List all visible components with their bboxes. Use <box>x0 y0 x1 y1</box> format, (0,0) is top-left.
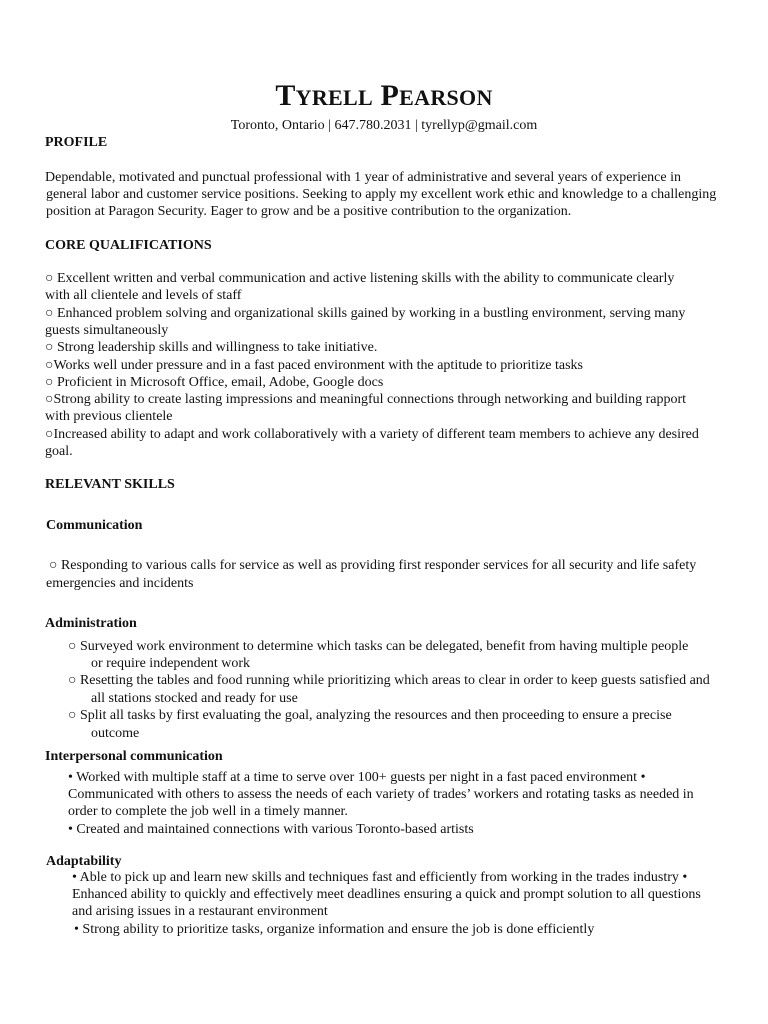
adaptability-line: Enhanced ability to quickly and effectively meet deadlines ensuring a quick and prompt solution to all questions <box>72 887 701 902</box>
interpersonal-line: Communicated with others to assess the needs of each variety of trades’ workers and rotating tasks as needed in <box>68 787 694 802</box>
name-first-initial: T <box>275 79 296 112</box>
communication-line: ○ Responding to various calls for service as well as providing first responder services for all security and life safety <box>49 558 697 573</box>
core-qualification-line: with all clientele and levels of staff <box>45 288 242 303</box>
interpersonal-subheading: Interpersonal communication <box>45 749 223 764</box>
communication-line: emergencies and incidents <box>46 576 194 591</box>
communication-subheading: Communication <box>46 518 143 533</box>
interpersonal-line: • Worked with multiple staff at a time to serve over 100+ guests per night in a fast paced environment • <box>68 770 646 785</box>
administration-line: outcome <box>91 726 140 741</box>
candidate-name <box>0 80 768 114</box>
core-qualification-line: goal. <box>45 444 73 459</box>
administration-line: ○ Surveyed work environment to determine which tasks can be delegated, benefit from having multiple people <box>68 639 689 654</box>
name-last-rest: EARSON <box>399 85 493 110</box>
adaptability-line: and arising issues in a restaurant environment <box>72 904 328 919</box>
administration-line: or require independent work <box>91 656 250 671</box>
adaptability-line: • Strong ability to prioritize tasks, organize information and ensure the job is done efficiently <box>74 922 595 937</box>
adaptability-line: • Able to pick up and learn new skills and techniques fast and efficiently from working in the trades industry • <box>72 870 688 885</box>
core-qualification-line: ○ Enhanced problem solving and organizational skills gained by working in a bustling environment, serving many <box>45 306 686 321</box>
core-qualification-line: ○Increased ability to adapt and work collaboratively with a variety of different team members to achieve any desired <box>45 427 699 442</box>
administration-subheading: Administration <box>45 616 137 631</box>
administration-line: ○ Resetting the tables and food running while prioritizing which areas to clear in order to keep guests satisfied and <box>68 673 710 688</box>
core-qualification-line: guests simultaneously <box>45 323 169 338</box>
administration-line: all stations stocked and ready for use <box>91 691 298 706</box>
core-qualification-line: ○Strong ability to create lasting impressions and meaningful connections through networking and building rapport <box>45 392 687 407</box>
interpersonal-line: order to complete the job well in a timely manner. <box>68 804 348 819</box>
name-first-rest: YRELL <box>295 85 373 110</box>
interpersonal-line: • Created and maintained connections with various Toronto-based artists <box>68 822 474 837</box>
core-qualification-line: ○ Strong leadership skills and willingness to take initiative. <box>45 340 378 355</box>
profile-line: position at Paragon Security. Eager to grow and be a positive contribution to the organization. <box>46 204 572 219</box>
name-last-initial: P <box>380 79 400 112</box>
administration-line: ○ Split all tasks by first evaluating the goal, analyzing the resources and then proceeding to ensure a precise <box>68 708 672 723</box>
relevant-skills-heading: RELEVANT SKILLS <box>45 477 175 492</box>
core-qualifications-heading: CORE QUALIFICATIONS <box>45 238 212 253</box>
adaptability-subheading: Adaptability <box>46 854 122 869</box>
profile-line: Dependable, motivated and punctual professional with 1 year of administrative and several years of experience in <box>45 170 681 185</box>
profile-line: general labor and customer service positions. Seeking to apply my excellent work ethic and knowledge to a challenging <box>46 187 717 202</box>
core-qualification-line: ○ Proficient in Microsoft Office, email, Adobe, Google docs <box>45 375 384 390</box>
core-qualification-line: ○ Excellent written and verbal communication and active listening skills with the ability to communicate clearly <box>45 271 675 286</box>
profile-heading: PROFILE <box>45 135 108 150</box>
core-qualification-line: with previous clientele <box>45 409 173 424</box>
contact-line: Toronto, Ontario | 647.780.2031 | tyrellyp@gmail.com <box>230 118 538 133</box>
core-qualification-line: ○Works well under pressure and in a fast paced environment with the aptitude to prioritize tasks <box>45 358 584 373</box>
